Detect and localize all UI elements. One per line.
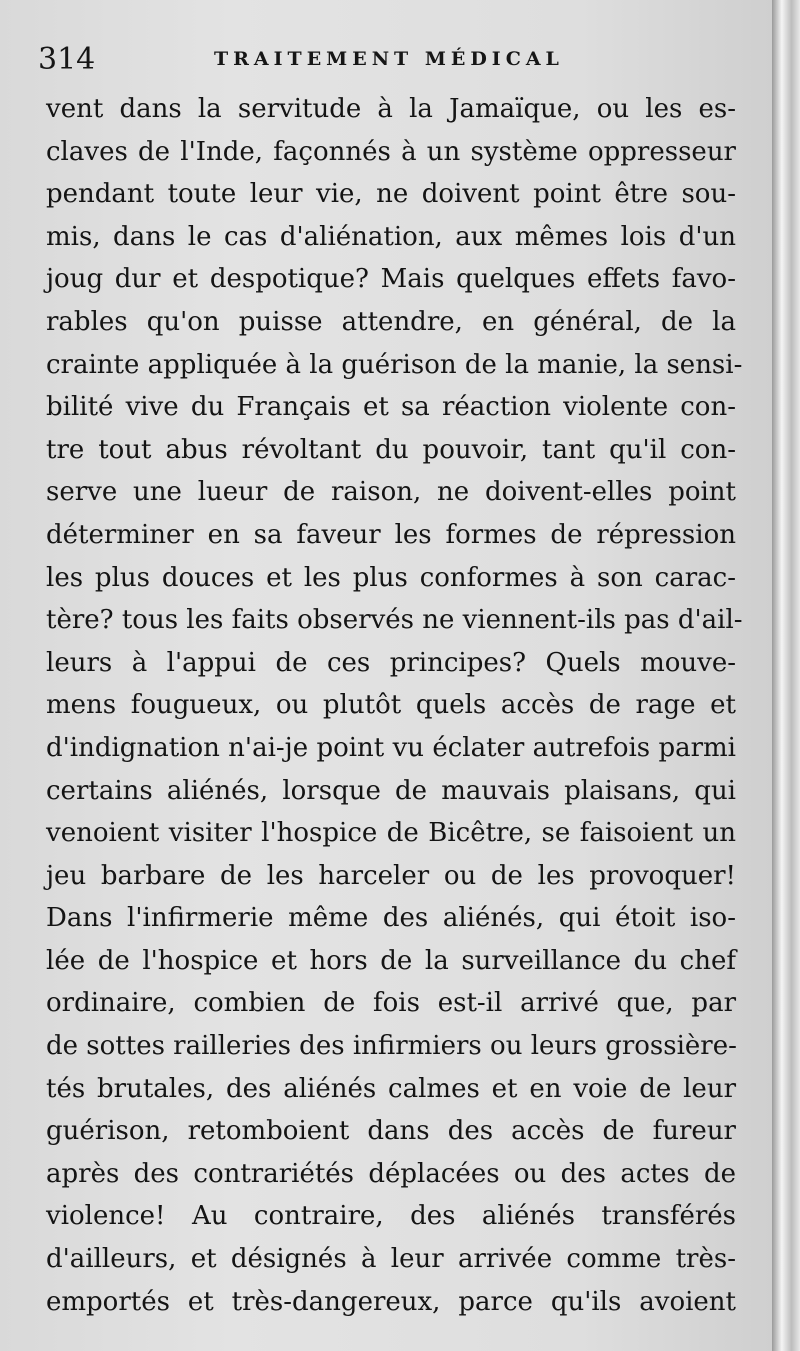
text-line: lée de l'hospice et hors de la surveillance du chef (46, 945, 736, 976)
running-head: TRAITEMENT MÉDICAL (214, 48, 564, 70)
text-line: serve une lueur de raison, ne doivent-elles point (46, 477, 736, 508)
text-line: tés brutales, des aliénés calmes et en voie de leur (46, 1073, 736, 1104)
text-line: tère? tous les faits observés ne viennent-ils pas d'ail- (46, 605, 743, 636)
text-line: vent dans la servitude à la Jamaïque, ou les es- (46, 94, 736, 124)
text-line: les plus douces et les plus conformes à son carac- (46, 562, 736, 593)
text-line: leurs à l'appui de ces principes? Quels mouve- (46, 647, 736, 678)
text-line: guérison, retomboient dans des accès de fureur (46, 1116, 736, 1147)
text-line: mens fougueux, ou plutôt quels accès de rage et (46, 690, 736, 721)
text-line: ordinaire, combien de fois est-il arrivé que, par (46, 988, 736, 1019)
text-line: claves de l'Inde, façonnés à un système oppresseur (46, 136, 736, 167)
text-line: mis, dans le cas d'aliénation, aux mêmes lois d'un (46, 221, 736, 252)
text-line: violence! Au contraire, des aliénés transférés (46, 1201, 736, 1232)
text-line: joug dur et despotique? Mais quelques effets favo- (46, 264, 736, 295)
text-line: certains aliénés, lorsque de mauvais plaisans, qui (46, 775, 736, 806)
text-line: déterminer en sa faveur les formes de répression (46, 519, 736, 550)
text-line: Dans l'infirmerie même des aliénés, qui étoit iso- (46, 903, 736, 934)
text-line: jeu barbare de les harceler ou de les provoquer! (46, 860, 736, 891)
text-line: pendant toute leur vie, ne doivent point être sou- (46, 179, 736, 210)
text-line: de sottes railleries des infirmiers ou leurs grossière- (46, 1031, 737, 1062)
text-line: d'indignation n'ai-je point vu éclater autrefois parmi (46, 732, 736, 763)
text-line: emportés et très-dangereux, parce qu'ils avoient (46, 1286, 736, 1317)
page-edge (772, 0, 800, 1351)
body-text (46, 88, 743, 1323)
text-line: tre tout abus révoltant du pouvoir, tant qu'il con- (46, 434, 736, 465)
page-number: 314 (38, 42, 96, 77)
page-header (38, 42, 738, 82)
text-line: bilité vive du Français et sa réaction violente con- (46, 392, 736, 423)
text-line: d'ailleurs, et désignés à leur arrivée comme très- (46, 1244, 736, 1275)
text-line: venoient visiter l'hospice de Bicêtre, se faisoient un (46, 818, 736, 849)
text-line: crainte appliquée à la guérison de la manie, la sensi- (46, 349, 743, 380)
text-line: après des contrariétés déplacées ou des actes de (46, 1158, 736, 1189)
text-line: rables qu'on puisse attendre, en général, de la (46, 306, 736, 337)
